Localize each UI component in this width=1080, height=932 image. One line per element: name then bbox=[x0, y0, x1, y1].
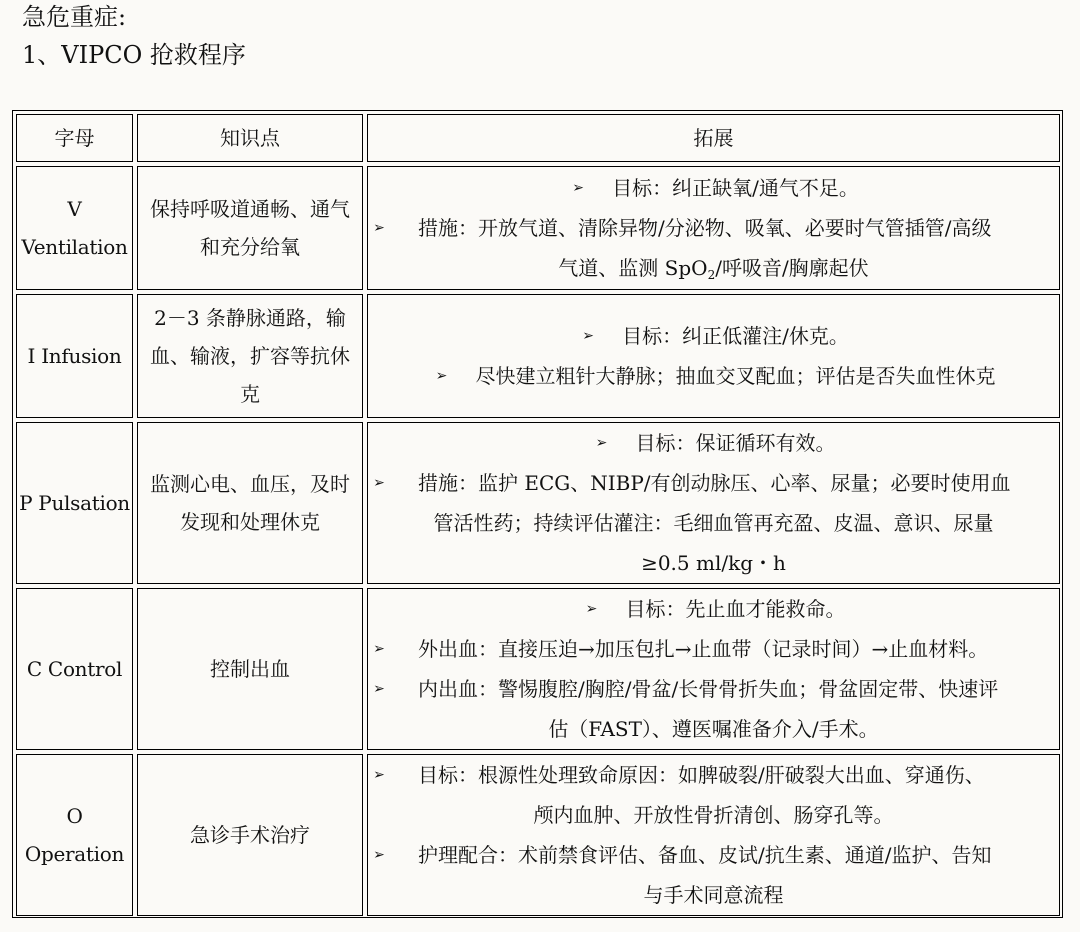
knowledge-cell-o bbox=[137, 754, 363, 916]
table-header-row bbox=[16, 114, 1060, 162]
goal-item bbox=[368, 316, 1059, 356]
bullet-arrow-icon: ➢ bbox=[373, 681, 385, 697]
bullet-arrow-icon: ➢ bbox=[373, 220, 385, 236]
measure-text: 措施：监护 ECG、NIBP/有创动脉压、心率、尿量；必要时使用血 bbox=[418, 471, 1011, 495]
letter-term: Ventilation bbox=[21, 235, 128, 259]
goal-text: 目标：保证循环有效。 bbox=[635, 431, 836, 455]
goal-item bbox=[368, 423, 1059, 463]
care-item bbox=[368, 835, 1059, 875]
measure-continuation: ≥0.5 ml/kg・h bbox=[641, 551, 786, 575]
bullet-arrow-icon: ➢ bbox=[435, 368, 448, 384]
measure-cont-text: 气道、监测 SpO bbox=[558, 256, 708, 280]
header-extension: 拓展 bbox=[367, 114, 1060, 162]
knowledge-line: 血、输液，扩容等抗休 bbox=[150, 344, 350, 368]
external-bleeding-text: 外出血：直接压迫→加压包扎→止血带（记录时间）→止血材料。 bbox=[418, 637, 989, 661]
table-row-v bbox=[16, 166, 1060, 290]
section-heading: 1、VIPCO 抢救程序 bbox=[22, 41, 246, 69]
header-letter: 字母 bbox=[16, 114, 133, 162]
bullet-arrow-icon: ➢ bbox=[373, 847, 385, 863]
page-title: 急危重症: bbox=[22, 3, 127, 31]
knowledge-line: 监测心电、血压，及时 bbox=[150, 472, 350, 496]
knowledge-cell-p bbox=[137, 422, 363, 584]
header-knowledge: 知识点 bbox=[137, 114, 363, 162]
internal-bleeding-text: 内出血：警惕腹腔/胸腔/骨盆/长骨骨折失血；骨盆固定带、快速评 bbox=[418, 677, 999, 701]
knowledge-cell-c bbox=[137, 588, 363, 750]
extension-cell-p bbox=[367, 422, 1060, 584]
letter-term: O Operation bbox=[24, 804, 125, 866]
measure-text: 尽快建立粗针大静脉；抽血交叉配血；评估是否失血性休克 bbox=[475, 364, 996, 388]
goal-item bbox=[368, 755, 1059, 795]
measure-item bbox=[368, 208, 1059, 248]
knowledge-line: 克 bbox=[240, 382, 260, 406]
goal-text: 目标：纠正缺氧/通气不足。 bbox=[612, 176, 859, 200]
goal-text: 目标：纠正低灌注/休克。 bbox=[622, 324, 849, 348]
measure-item bbox=[368, 463, 1059, 503]
knowledge-line: 发现和处理休克 bbox=[180, 510, 320, 534]
knowledge-cell-v bbox=[137, 166, 363, 290]
extension-cell-i bbox=[367, 294, 1060, 418]
letter-cell-o bbox=[16, 754, 133, 916]
measure-cont-text: /呼吸音/胸廓起伏 bbox=[715, 256, 869, 280]
care-continuation: 与手术同意流程 bbox=[643, 883, 784, 907]
bullet-arrow-icon: ➢ bbox=[373, 767, 385, 783]
extension-cell-v bbox=[367, 166, 1060, 290]
knowledge-line: 2－3 条静脉通路，输 bbox=[154, 306, 346, 330]
knowledge-line: 急诊手术治疗 bbox=[190, 823, 310, 847]
external-bleeding-item bbox=[368, 629, 1059, 669]
bullet-arrow-icon: ➢ bbox=[582, 328, 594, 344]
extension-cell-c bbox=[367, 588, 1060, 750]
table-row-o bbox=[16, 754, 1060, 916]
internal-bleeding-continuation: 估（FAST）、遵医嘱准备介入/手术。 bbox=[548, 717, 879, 741]
goal-item bbox=[368, 168, 1059, 208]
knowledge-line: 和充分给氧 bbox=[200, 235, 300, 259]
goal-text: 目标：先止血才能救命。 bbox=[625, 597, 846, 621]
table-row-p bbox=[16, 422, 1060, 584]
goal-text: 目标：根源性处理致命原因：如脾破裂/肝破裂大出血、穿通伤、 bbox=[418, 763, 985, 787]
knowledge-line: 保持呼吸道通畅、通气 bbox=[150, 197, 350, 221]
letter-term: I Infusion bbox=[27, 344, 122, 368]
letter-term: C Control bbox=[26, 657, 123, 681]
knowledge-cell-i bbox=[137, 294, 363, 418]
measure-continuation: 管活性药；持续评估灌注：毛细血管再充盈、皮温、意识、尿量 bbox=[433, 511, 994, 535]
knowledge-line: 控制出血 bbox=[210, 657, 290, 681]
vipco-table bbox=[12, 110, 1064, 920]
measure-text: 措施：开放气道、清除异物/分泌物、吸氧、必要时气管插管/高级 bbox=[418, 216, 992, 240]
letter-cell-i bbox=[16, 294, 133, 418]
bullet-arrow-icon: ➢ bbox=[595, 435, 608, 451]
bullet-arrow-icon: ➢ bbox=[572, 180, 584, 196]
letter-cell-c bbox=[16, 588, 133, 750]
measure-cont-subscript: 2 bbox=[707, 268, 716, 282]
letter-code: V bbox=[67, 197, 82, 221]
bullet-arrow-icon: ➢ bbox=[373, 641, 385, 657]
letter-cell-v bbox=[16, 166, 133, 290]
table-row-i bbox=[16, 294, 1060, 418]
letter-cell-p bbox=[16, 422, 133, 584]
goal-continuation: 颅内血肿、开放性骨折清创、肠穿孔等。 bbox=[533, 803, 894, 827]
measure-continuation bbox=[368, 248, 1059, 288]
bullet-arrow-icon: ➢ bbox=[585, 601, 598, 617]
measure-item bbox=[368, 356, 1059, 396]
care-text: 护理配合：术前禁食评估、备血、皮试/抗生素、通道/监护、告知 bbox=[418, 843, 992, 867]
internal-bleeding-item bbox=[368, 669, 1059, 709]
bullet-arrow-icon: ➢ bbox=[373, 475, 385, 491]
goal-item bbox=[368, 589, 1059, 629]
letter-term: P Pulsation bbox=[19, 491, 130, 515]
extension-cell-o bbox=[367, 754, 1060, 916]
table-row-c bbox=[16, 588, 1060, 750]
